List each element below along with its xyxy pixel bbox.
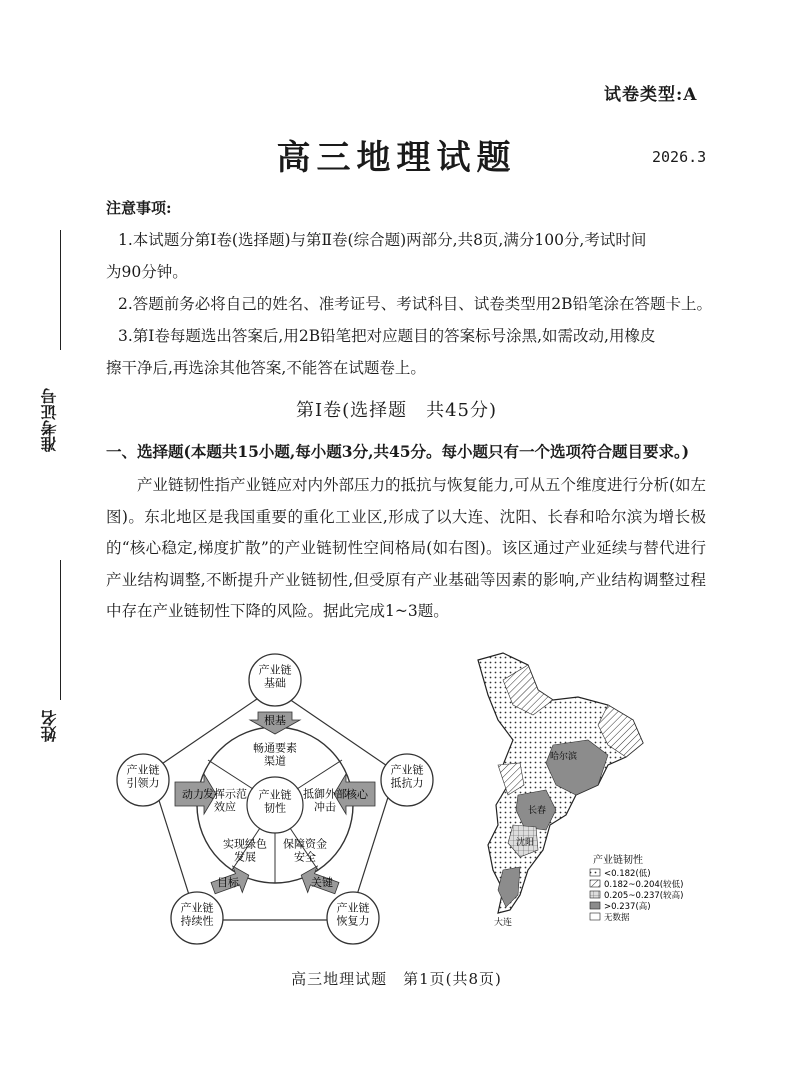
legend-title: 产业链韧性: [593, 855, 643, 866]
node-label-right: 产业链抵抗力: [390, 763, 424, 790]
city-harbin: 哈尔滨: [550, 752, 578, 762]
inner-label-left: 发挥示范效应: [203, 787, 247, 814]
legend-label-low: <0.182(低): [604, 869, 651, 879]
arrow-label-bottom-right: 关键: [311, 876, 333, 889]
city-changchun: 长春: [528, 806, 547, 816]
legend-swatch-higher: [590, 891, 600, 898]
node-label-top: 产业链基础: [258, 663, 292, 690]
northeast-map: [458, 645, 698, 945]
legend-swatch-nodata: [590, 913, 600, 920]
arrow-label-bottom-left: 目标: [217, 876, 239, 889]
page-title: 高三地理试题: [276, 138, 517, 178]
inner-label-right: 抵御外部冲击: [303, 787, 347, 814]
notice-item-3: 3.第Ⅰ卷每题选出答案后,用2B铅笔把对应题目的答案标号涂黑,如需改动,用橡皮: [118, 327, 656, 345]
legend-label-high: >0.237(高): [604, 902, 651, 912]
legend-swatch-lower: [590, 880, 600, 887]
arrow-label-top: 根基: [264, 714, 286, 727]
notice-item-1: 1.本试题分第Ⅰ卷(选择题)与第Ⅱ卷(综合题)两部分,共8页,满分100分,考试时间: [118, 231, 647, 249]
arrow-label-left: 动力: [182, 788, 204, 801]
node-label-bottom-left: 产业链持续性: [180, 901, 214, 928]
exam-id-label: 准考证号: [40, 388, 59, 452]
inner-label-top: 畅通要素渠道: [253, 741, 297, 768]
legend-swatch-high: [590, 902, 600, 909]
exam-id-line: [60, 230, 61, 350]
legend-label-nodata: 无数据: [604, 913, 630, 923]
arrow-label-right: 核心: [346, 788, 368, 801]
node-label-left: 产业链引领力: [126, 763, 160, 790]
section-title: 第Ⅰ卷(选择题 共45分): [295, 400, 498, 421]
legend-swatch-low: [590, 869, 600, 876]
inner-label-bottom-left: 实现绿色发展: [223, 837, 267, 864]
part-one-heading: 一、选择题(本题共15小题,每小题3分,共45分。每小题只有一个选项符合题目要求。): [106, 442, 690, 461]
notice-heading: 注意事项:: [106, 199, 172, 217]
legend-label-higher: 0.205~0.237(较高): [604, 891, 684, 901]
page-footer: 高三地理试题 第1页(共8页): [291, 970, 502, 988]
name-line: [60, 560, 61, 700]
notice-item-1-cont: 为90分钟。: [106, 263, 188, 281]
map-legend: [590, 853, 683, 923]
city-dalian: 大连: [494, 918, 513, 928]
exam-date: 2026.3: [652, 148, 707, 166]
inner-label-bottom-right: 保障资金安全: [283, 837, 327, 864]
notice-item-3-cont: 擦干净后,再选涂其他答案,不能答在试题卷上。: [106, 359, 426, 377]
inner-label-center: 产业链韧性: [258, 788, 292, 815]
city-shenyang: 沈阳: [516, 838, 535, 848]
paper-type-label: 试卷类型:A: [604, 85, 698, 105]
notice-item-2: 2.答题前务必将自己的姓名、准考证号、考试科目、试卷类型用2B铅笔涂在答题卡上。: [118, 295, 713, 313]
resilience-diagram: [100, 650, 450, 950]
question-passage: 产业链韧性指产业链应对内外部压力的抵抗与恢复能力,可从五个维度进行分析(如左图)。东北地区是我国重要的重化工业区,形成了以大连、沈阳、长春和哈尔滨为增长极的“核心稳定,梯度扩散”的产业链韧性空间格局(如右图)。该区通过产业延续与替代进行产业结构调整,不断提升产业链韧性,但受原有产业基础等因素的影响,产业结构调整过程中存在产业链韧性下降的风险。据此完成1~3题。: [106, 476, 706, 620]
node-label-bottom-right: 产业链恢复力: [336, 901, 370, 928]
legend-label-lower: 0.182~0.204(较低): [604, 880, 684, 890]
name-label: 姓名: [40, 710, 59, 742]
